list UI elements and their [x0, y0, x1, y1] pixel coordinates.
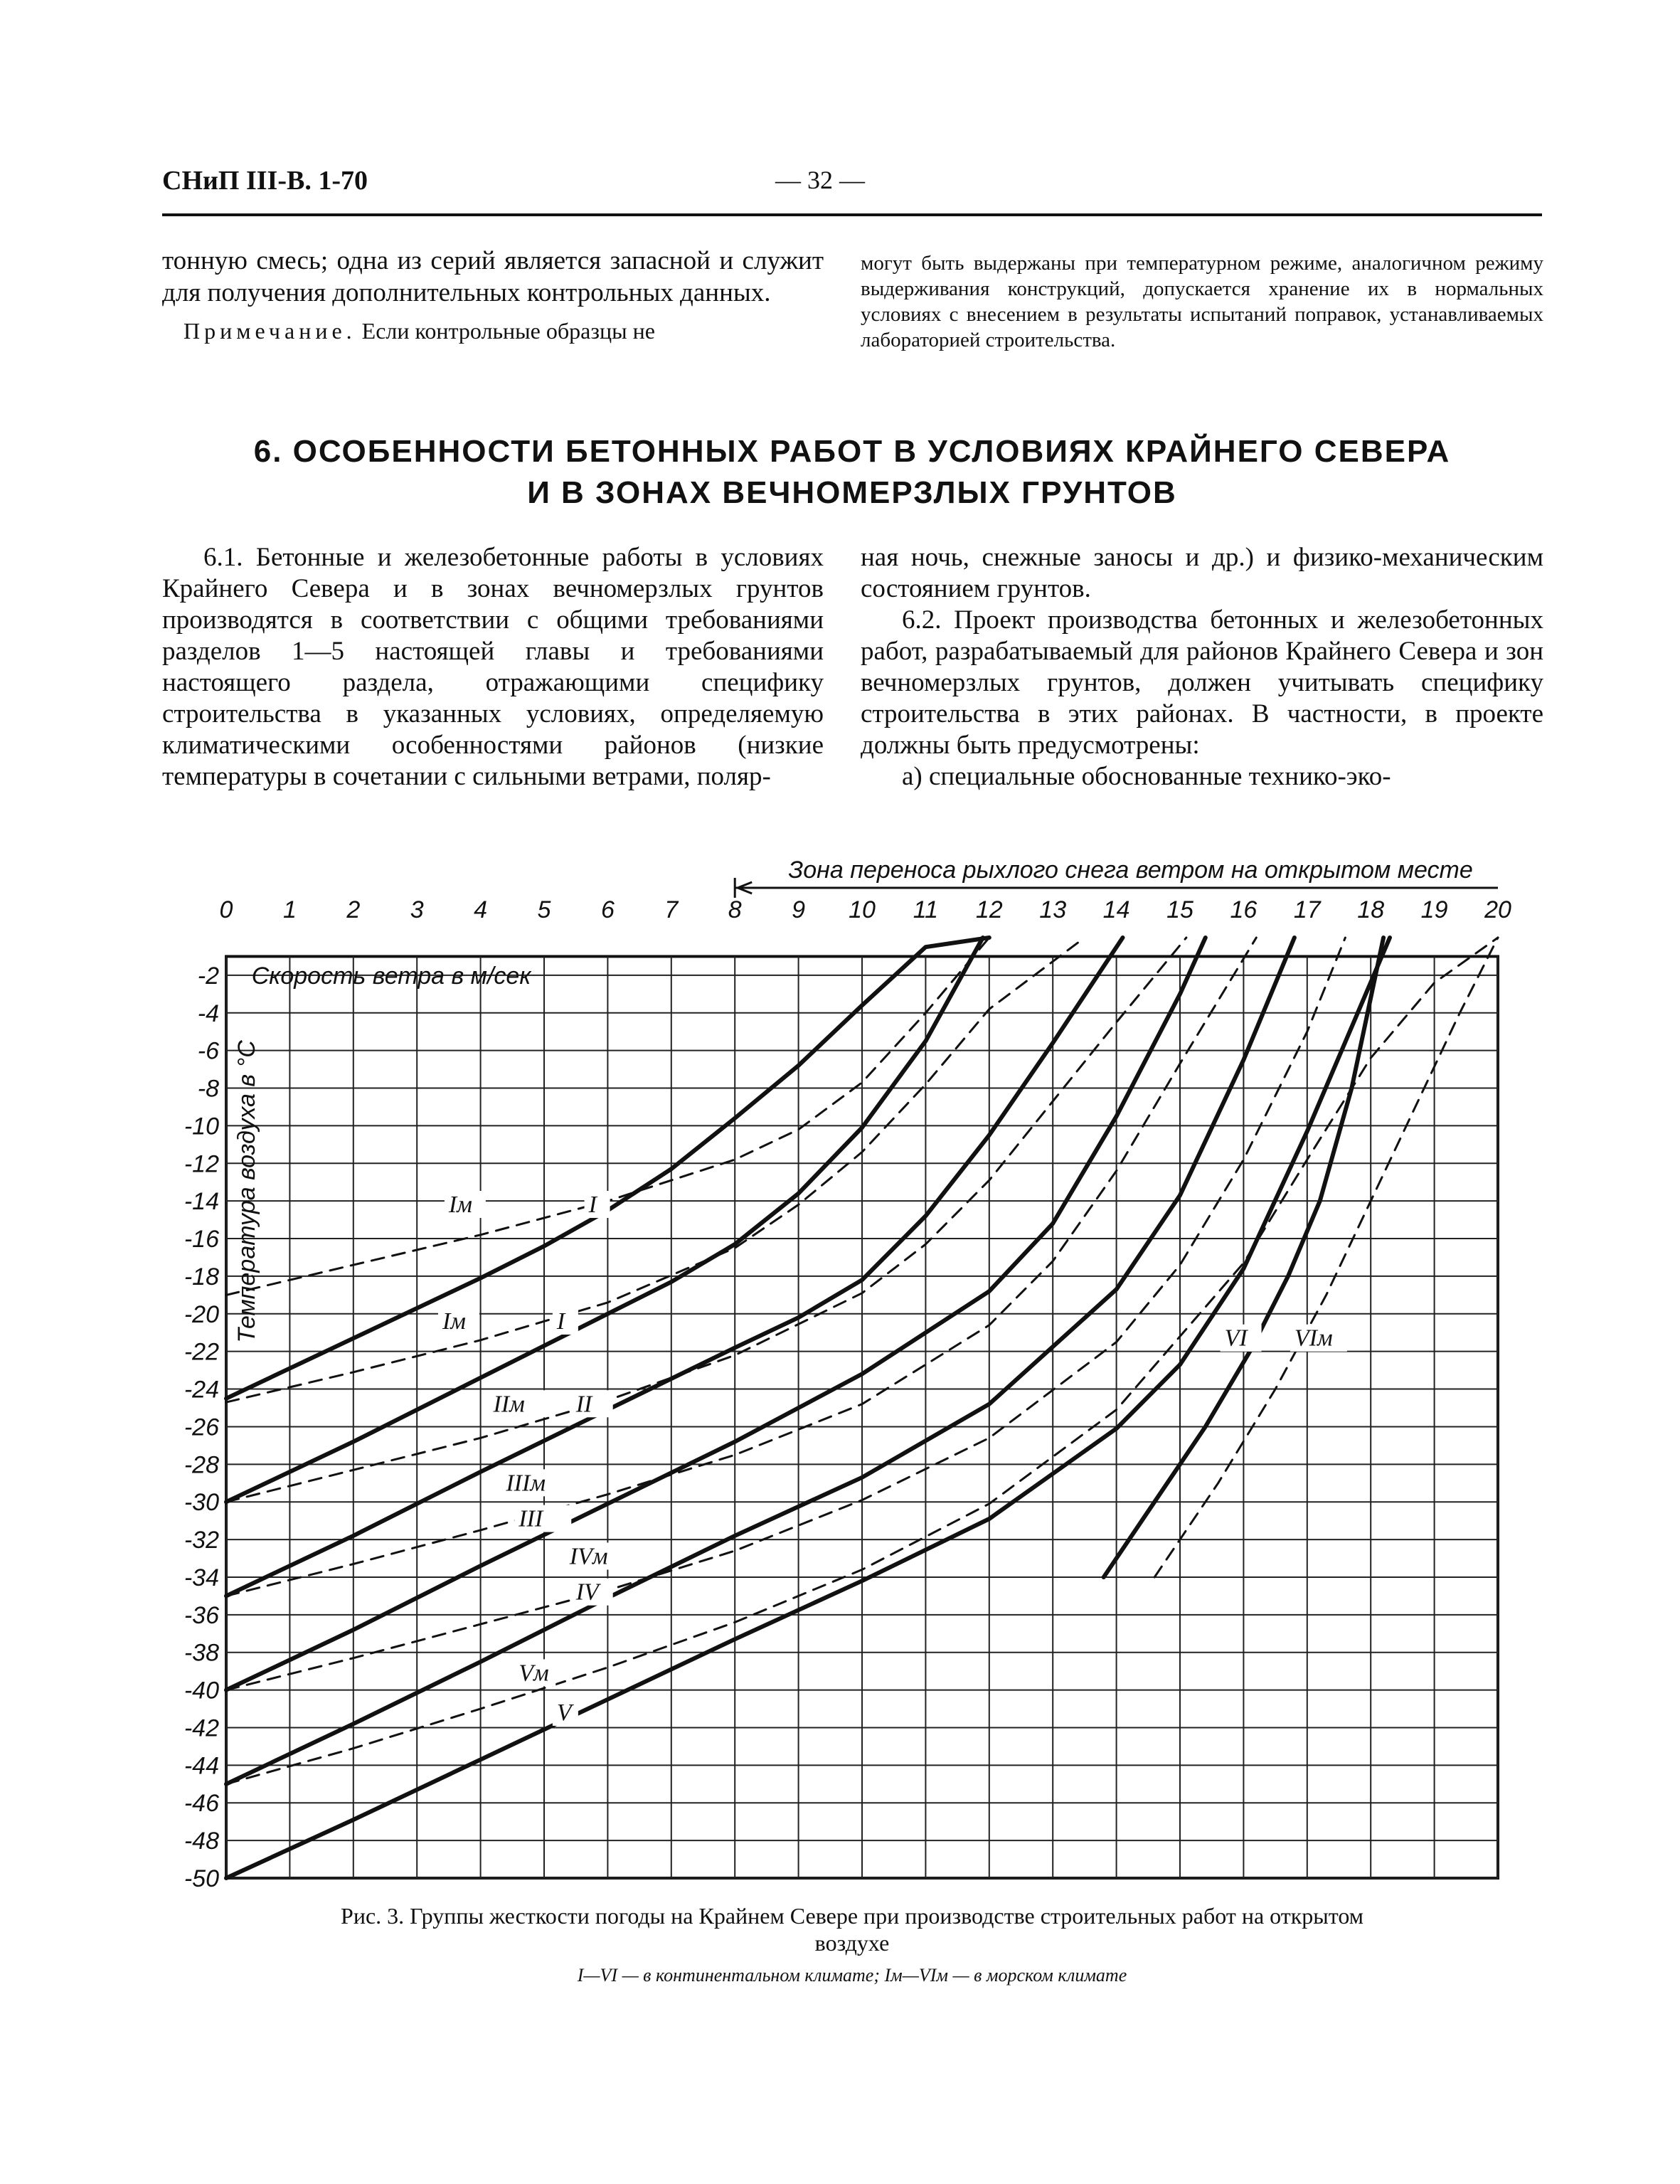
section-title-line1: 6. ОСОБЕННОСТИ БЕТОННЫХ РАБОТ В УСЛОВИЯХ КРАЙНЕГО СЕВЕРА — [253, 434, 1451, 469]
top-left-text: тонную смесь; одна из серий является запасной и служит для получения дополнительных контрольных данных. — [162, 246, 824, 307]
y-tick-label: -36 — [184, 1601, 219, 1629]
series-curve-continental — [226, 938, 1294, 1784]
x-tick-label: 18 — [1357, 896, 1385, 923]
y-tick-label: -44 — [184, 1752, 219, 1780]
y-tick-label: -4 — [197, 1000, 219, 1027]
y-tick-label: -2 — [197, 962, 219, 990]
curve-label: VIм — [1294, 1325, 1333, 1352]
y-tick-label: -46 — [184, 1790, 219, 1818]
curve-label: VI — [1224, 1325, 1248, 1352]
y-tick-label: -6 — [197, 1037, 219, 1065]
y-tick-label: -42 — [184, 1714, 219, 1742]
series-curve-continental — [226, 938, 1123, 1596]
y-tick-label: -10 — [184, 1113, 219, 1140]
y-tick-label: -38 — [184, 1639, 219, 1667]
curve-label: I — [556, 1308, 565, 1335]
y-tick-label: -48 — [184, 1828, 219, 1855]
y-tick-label: -50 — [184, 1865, 219, 1892]
curve-label: IVм — [569, 1543, 608, 1570]
x-tick-label: 3 — [410, 896, 424, 923]
x-tick-label: 13 — [1039, 896, 1067, 923]
curve-label: IIIм — [506, 1470, 546, 1497]
curve-label: Vм — [519, 1660, 549, 1687]
x-tick-label: 17 — [1293, 896, 1321, 923]
series-curve-maritime — [226, 938, 1256, 1596]
x-tick-label: 20 — [1484, 896, 1511, 923]
x-tick-label: 7 — [664, 896, 679, 923]
curve-label: III — [519, 1505, 543, 1532]
x-tick-label: 9 — [792, 896, 806, 923]
curve-label: Iм — [442, 1308, 466, 1335]
x-tick-label: 10 — [849, 896, 876, 923]
top-right-text: могут быть выдержаны при температурном режиме, аналогичном режиму выдерживания конструкций, допускается хранение их в нормальных условиях с внесением в результаты испытаний поправок, устанавливаемых лабораторией строительства. — [861, 252, 1543, 351]
x-tick-label: 5 — [537, 896, 551, 923]
curve-label: II — [575, 1391, 592, 1418]
x-tick-label: 4 — [474, 896, 488, 923]
snow-zone-annotation: Зона переноса рыхлого снега ветром на открытом месте — [788, 857, 1473, 884]
curve-label: Iм — [448, 1192, 472, 1219]
y-tick-label: -14 — [184, 1188, 219, 1216]
y-tick-label: -32 — [184, 1527, 219, 1554]
y-tick-label: -28 — [184, 1451, 219, 1479]
curve-label: V — [556, 1699, 572, 1726]
y-tick-label: -40 — [184, 1677, 219, 1705]
x-tick-label: 19 — [1420, 896, 1448, 923]
y-axis-label: Температура воздуха в °С — [233, 1040, 261, 1343]
y-tick-label: -20 — [184, 1300, 219, 1328]
x-axis-label: Скорость ветра в м/сек — [251, 962, 531, 990]
x-tick-label: 15 — [1166, 896, 1193, 923]
x-tick-label: 11 — [913, 896, 939, 923]
x-tick-label: 2 — [346, 896, 361, 923]
page-number: — 32 — — [775, 166, 865, 194]
caption-line2: воздухе — [814, 1930, 890, 1956]
y-tick-label: -22 — [184, 1338, 219, 1366]
series-curve-group-vi — [1154, 938, 1498, 1577]
figure-caption — [162, 1902, 1542, 1956]
section-title-line2: И В ЗОНАХ ВЕЧНОМЕРЗЛЫХ ГРУНТОВ — [527, 475, 1177, 510]
paragraph-6-1-continued: ная ночь, снежные заносы и др.) и физико-механическим состоянием грунтов. — [861, 543, 1543, 603]
curve-label: IV — [575, 1579, 599, 1606]
x-tick-label: 1 — [282, 896, 297, 923]
y-tick-label: -30 — [184, 1489, 219, 1517]
series-curve-maritime — [226, 938, 1085, 1402]
x-tick-label: 16 — [1230, 896, 1258, 923]
series-curve-maritime — [226, 938, 1186, 1502]
document-code: СНиП III-В. 1-70 — [162, 166, 368, 196]
x-tick-label: 6 — [600, 896, 615, 923]
curve-label: I — [588, 1192, 597, 1219]
curve-label: IIм — [493, 1391, 525, 1418]
x-tick-label: 12 — [975, 896, 1003, 923]
note-label: Примечание. — [184, 318, 356, 344]
y-tick-label: -26 — [184, 1414, 219, 1441]
list-item-a: а) специальные обоснованные технико-эко- — [902, 762, 1391, 791]
y-tick-label: -18 — [184, 1263, 219, 1290]
x-tick-label: 0 — [219, 896, 233, 923]
paragraph-6-2: 6.2. Проект производства бетонных и железобетонных работ, разрабатываемый для районов Крайнего Севера и зон вечномерзлых грунтов, должен учитывать специфику строительства в этих районах. В частности, в проекте должны быть предусмотрены: — [861, 605, 1543, 760]
y-tick-label: -8 — [197, 1075, 219, 1103]
y-tick-label: -34 — [184, 1564, 219, 1591]
x-tick-label: 8 — [728, 896, 742, 923]
paragraph-6-1: 6.1. Бетонные и железобетонные работы в условиях Крайнего Севера и в зонах вечномерзлых грунтов производятся в соответствии с общими требованиями разделов 1—5 настоящей главы и требованиями настоящего раздела, отражающими специфику строительства в указанных условиях, определяемую климатическими особенностями районов (низкие температуры в сочетании с сильными ветрами, поляр- — [162, 543, 824, 791]
y-tick-label: -16 — [184, 1226, 219, 1253]
y-tick-label: -24 — [184, 1376, 219, 1404]
y-tick-label: -12 — [184, 1150, 219, 1178]
caption-line1: Рис. 3. Группы жесткости погоды на Крайнем Севере при производстве строительных работ на открытом — [341, 1903, 1363, 1929]
figure-legend: I—VI — в континентальном климате; Iм—VIм — в морском климате — [577, 1965, 1127, 1986]
x-tick-label: 14 — [1102, 896, 1130, 923]
note-text: Если контрольные образцы не — [356, 318, 655, 344]
